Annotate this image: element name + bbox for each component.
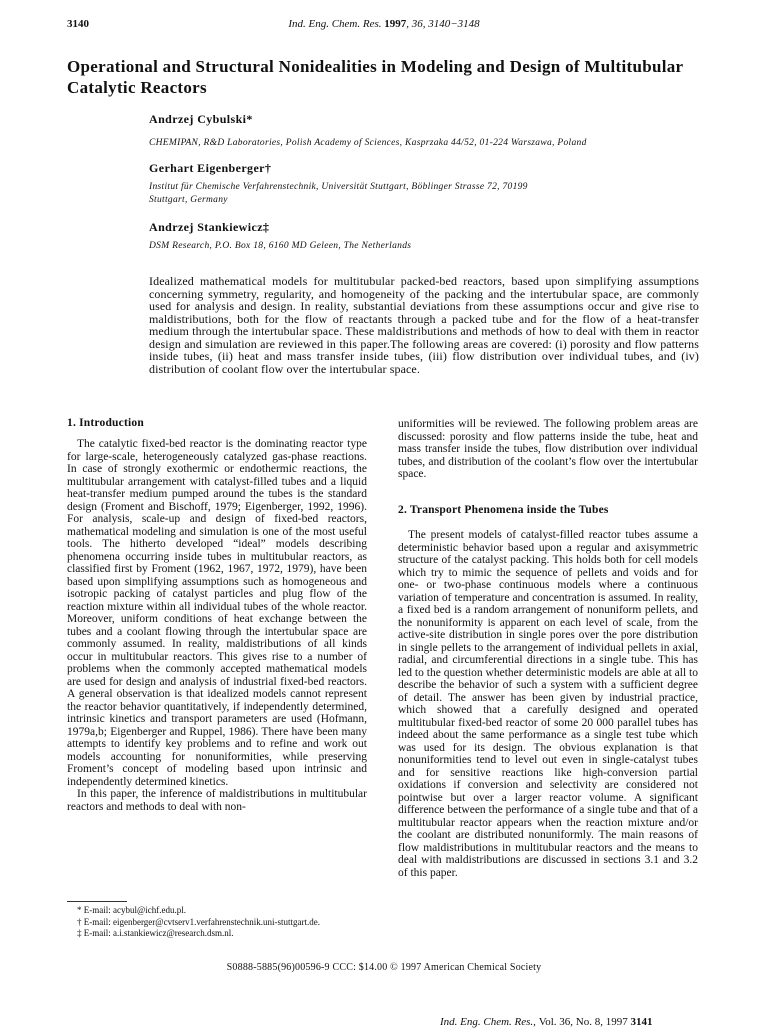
running-header (0, 18, 768, 30)
author-1-affiliation: CHEMIPAN, R&D Laboratories, Polish Academy of Sciences, Kasprzaka 44/52, 01-224 Warszawa, Poland (149, 138, 587, 148)
footnote-1: * E-mail: acybul@ichf.edu.pl. (77, 905, 187, 915)
journal-name: Ind. Eng. Chem. Res. (288, 18, 382, 30)
journal-year: 1997 (384, 18, 407, 30)
intro-paragraph-2-continued: uniformities will be reviewed. The following problem areas are discussed: porosity and flow patterns inside the tube, heat and mass transfer inside the tubes, flow distribution over individual tubes, and distribution of the coolant’s flow over the intertubular space. (398, 418, 698, 480)
abstract: Idealized mathematical models for multitubular packed-bed reactors, based upon simplifying assumptions concerning symmetry, regularity, and homogeneity of the packing and the intertubular space, are commonly used for analysis and design. In reality, substantial deviations from these assumptions occur and give rise to maldistributions, both for the flow of reactants through a packed tube and for the flow of a heat-transfer medium through the intertubular space. These maldistributions and methods of how to deal with them in reactor design and simulation are reviewed in this paper.The following areas are covered: (i) porosity and flow patterns inside tubes, (ii) heat and mass transfer inside tubes, (iii) flow distribution over individual tubes, and (iv) distribution of coolant flow over the intertubular space. (149, 274, 699, 376)
section-heading-introduction: 1. Introduction (67, 417, 144, 429)
next-page-header (440, 1016, 652, 1028)
left-column (67, 438, 367, 813)
copyright-line: S0888-5885(96)00596-9 CCC: $14.00 © 1997 American Chemical Society (226, 962, 542, 973)
intro-paragraph-1: The catalytic fixed-bed reactor is the dominating reactor type for large-scale, heterogeneously catalyzed gas-phase reactions. In case of strongly exothermic or endothermic reactions, the multitubular arrangement with catalyst-filled tubes and a liquid heat-transfer medium pumped around the tubes is the standard design (Froment and Bischoff, 1979; Eigenberger, 1992, 1996). For analysis, scale-up and design of fixed-bed reactors, mathematical modeling and simulation is one of the most useful tools. The hitherto developed “ideal” models describing phenomena occurring inside tubes in multitubular reactors, as classified first by Froment (1962, 1967, 1972, 1979), have been based upon simplifying assumptions such as homogeneous and isotropic packing of catalyst particles and plug flow of the reaction mixture within all individual tubes of the whole reactor. Moreover, uniform conditions of heat exchange between the tubes and a coolant flowing through the intertubular space are commonly assumed. In reality, maldistributions of all kinds occur in multitubular reactors. This gives rise to a number of problems when the commonly accepted mathematical models are used for design and analysis of industrial fixed-bed reactors. A general observation is that idealized models cannot represent the reactor behavior quantitatively, if independently determined, intrinsic kinetics and transport parameters are used (Hofmann, 1979a,b; Eigenberger and Ruppel, 1986). There have been many attempts to identify key problems and to refine and work out models accounting for nonuniformities, while preserving Froment’s concept of modeling based upon intrinsic and independently determined kinetics. (67, 438, 367, 788)
section-heading-transport: 2. Transport Phenomena inside the Tubes (398, 504, 609, 516)
volume-pages: , 36, 3140−3148 (406, 18, 480, 30)
footnotes (67, 905, 367, 940)
intro-paragraph-2: In this paper, the inference of maldistributions in multitubular reactors and methods to deal with non- (67, 788, 367, 813)
author-3-affiliation: DSM Research, P.O. Box 18, 6160 MD Geleen, The Netherlands (149, 241, 412, 251)
footnote-3: ‡ E-mail: a.i.stankiewicz@research.dsm.nl. (77, 928, 234, 938)
article-title: Operational and Structural Nonidealities in Modeling and Design of Multitubular Catalytic Reactors (67, 57, 684, 97)
author-2-affiliation: Institut für Chemische Verfahrenstechnik, Universität Stuttgart, Böblinger Strasse 72, 70199 Stuttgart, Germany (149, 182, 528, 205)
footnote-rule (67, 901, 127, 902)
next-volume-info: Vol. 36, No. 8, 1997 (538, 1016, 628, 1028)
next-page-number: 3141 (630, 1016, 653, 1028)
transport-paragraph-1: The present models of catalyst-filled reactor tubes assume a deterministic behavior based upon a regular and axisymmetric structure of the catalyst packing. This holds both for cell models which try to mimic the sequence of pellets and voids and for one- or two-phase continuous models where a continuous variation of temperature and concentration is assumed. In reality, a fixed bed is a random arrangement of nonuniform pellets, and the nonuniformity is apparent on each level of scale, from the active-site distribution in single pores over the pore distribution in single pellets to the arrangement of individual pellets in axial, radial, and circumferential directions in a single tube. This has led to the question whether deterministic models are able at all to describe the behavior of such a system with a sufficient degree of detail. The answer has been given by industrial practice, which showed that a carefully designed and operated multitubular fixed-bed reactor of some 20 000 parallel tubes has indeed about the same performance as a single test tube which was used for its design. The obvious explanation is that nonuniformities tend to level out even in single-catalyst tubes and for sensitive reactions like high-conversion partial oxidations if conversion and selectivity are considered not pointwise but over a larger reactor volume. A significant difference between the performance of a single tube and that of a multitubular reactor appears when the reaction mixture and/or the coolant are distributed nonuniformly. The main reasons of flow maldistributions in multitubular reactors and the means to deal with maldistributions are discussed in sections 3.1 and 3.2 of this paper. (398, 529, 698, 879)
footnote-2: † E-mail: eigenberger@cvtserv1.verfahrenstechnik.uni-stuttgart.de. (77, 916, 321, 927)
next-journal-name: Ind. Eng. Chem. Res., (440, 1016, 536, 1028)
right-column-section2 (398, 529, 698, 879)
right-column-intro-continued (398, 418, 698, 481)
page-number: 3140 (67, 18, 89, 30)
author-3-name: Andrzej Stankiewicz‡ (149, 220, 270, 234)
author-1-name: Andrzej Cybulski* (149, 112, 253, 126)
author-2-name: Gerhart Eigenberger† (149, 161, 272, 175)
